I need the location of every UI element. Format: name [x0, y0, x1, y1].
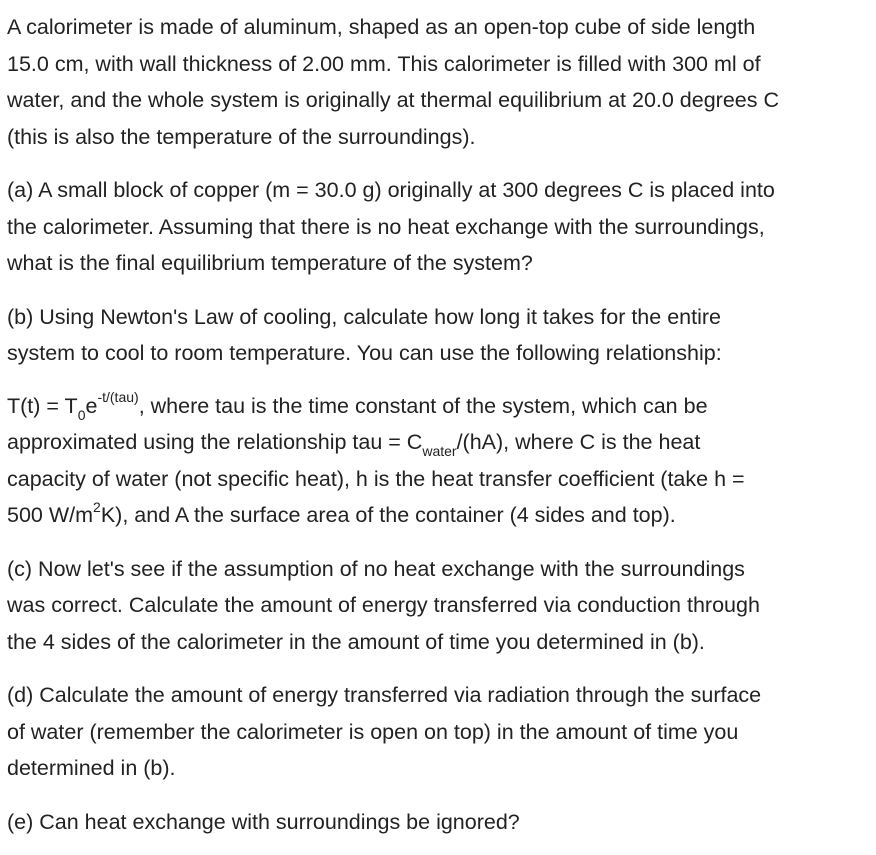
formula-explanation: , where tau is the time constant of the system, which can be: [138, 393, 708, 418]
text-line: (e) Can heat exchange with surroundings be ignored?: [7, 809, 520, 834]
text-line: was correct. Calculate the amount of energy transferred via conduction through: [7, 593, 760, 617]
text-line: [7, 424, 876, 461]
text-fragment: /(hA), where C is the heat: [456, 430, 701, 454]
text-line: (d) Calculate the amount of energy transferred via radiation through the surface: [7, 683, 762, 707]
formula-exponent: -t/(tau): [97, 389, 139, 406]
text-line: capacity of water (not specific heat), h is the heat transfer coefficient (take h =: [7, 466, 745, 491]
text-fragment: K), and A the surface area of the container (4 sides and top).: [100, 503, 676, 527]
text-line: (c) Now let's see if the assumption of no heat exchange with the surroundings: [7, 556, 745, 581]
text-line: the calorimeter. Assuming that there is no heat exchange with the surroundings,: [7, 214, 765, 239]
superscript-two: 2: [93, 498, 101, 515]
part-e-paragraph: [7, 804, 876, 841]
text-line: 15.0 cm, with wall thickness of 2.00 mm. This calorimeter is filled with 300 ml of: [7, 51, 761, 76]
intro-paragraph: [7, 9, 876, 155]
formula-e: e: [85, 393, 98, 418]
part-a-paragraph: [7, 172, 876, 282]
formula-subscript-zero: 0: [77, 406, 86, 423]
text-line: (a) A small block of copper (m = 30.0 g) originally at 300 degrees C is placed into: [7, 178, 775, 202]
formula-lhs: T(t) = T: [7, 393, 78, 418]
text-line: the 4 sides of the calorimeter in the amount of time you determined in (b).: [7, 629, 705, 654]
text-line: of water (remember the calorimeter is open on top) in the amount of time you: [7, 719, 739, 744]
text-line: what is the final equilibrium temperature of the system?: [7, 251, 533, 275]
text-line: determined in (b).: [7, 756, 176, 780]
paragraph-spacer: [7, 660, 876, 677]
formula-line: [7, 388, 876, 425]
part-b-paragraph: [7, 299, 876, 372]
paragraph-spacer: [7, 372, 876, 388]
text-line: (b) Using Newton's Law of cooling, calculate how long it takes for the entire: [7, 304, 721, 329]
formula-paragraph: [7, 388, 876, 534]
text-line: A calorimeter is made of aluminum, shaped as an open-top cube of side length: [7, 15, 756, 39]
paragraph-spacer: [7, 155, 876, 172]
text-fragment: approximated using the relationship tau = C: [7, 430, 423, 454]
text-fragment: 500 W/m: [7, 503, 94, 527]
text-line: water, and the whole system is originally at thermal equilibrium at 20.0 degrees C: [7, 88, 779, 112]
text-line: (this is also the temperature of the surroundings).: [7, 124, 476, 149]
subscript-water: water: [422, 443, 457, 460]
text-line: [7, 497, 876, 534]
part-c-paragraph: [7, 551, 876, 661]
text-line: system to cool to room temperature. You can use the following relationship:: [7, 341, 722, 365]
paragraph-spacer: [7, 787, 876, 804]
paragraph-spacer: [7, 282, 876, 299]
paragraph-spacer: [7, 534, 876, 551]
part-d-paragraph: [7, 677, 876, 787]
